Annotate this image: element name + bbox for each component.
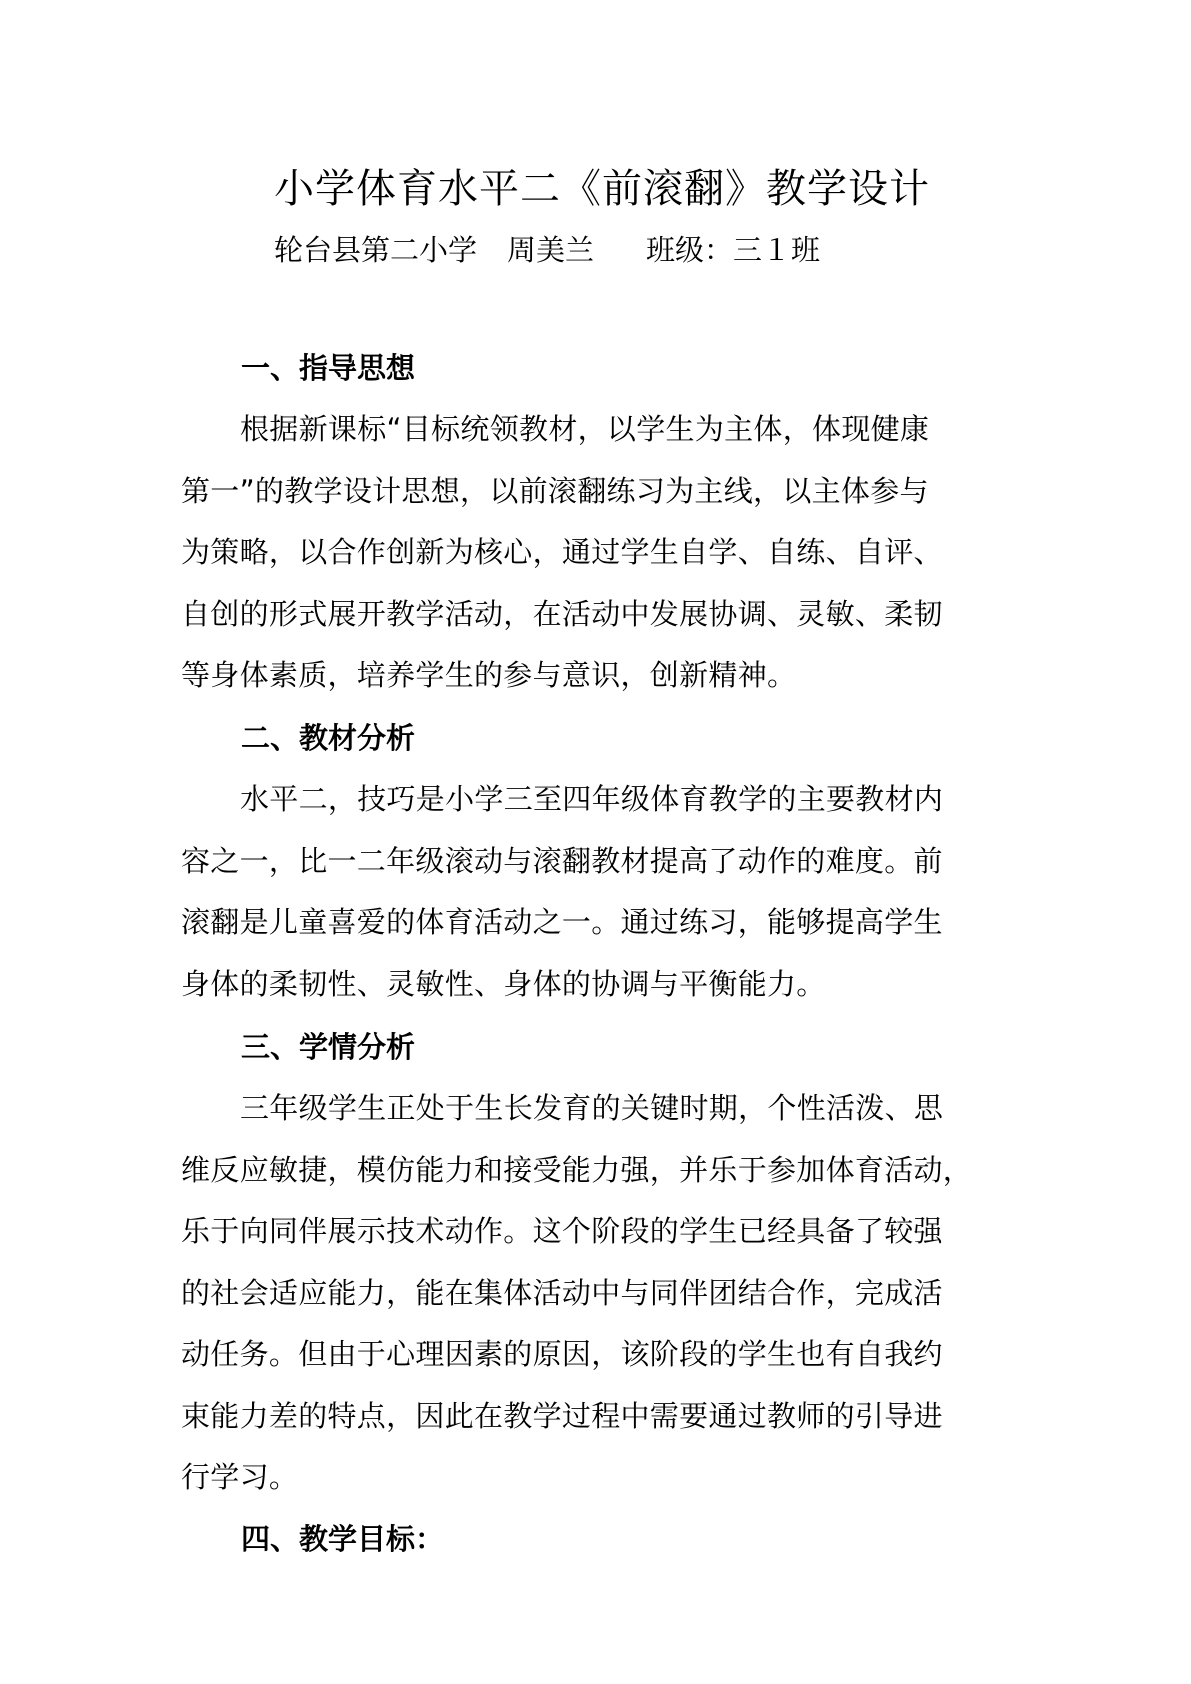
document-subtitle xyxy=(274,229,820,271)
paragraph-line: 身体的柔韧性、灵敏性、身体的协调与平衡能力。 xyxy=(181,966,826,1001)
section-body-material-analysis xyxy=(181,769,1021,1015)
teacher-name: 周美兰 xyxy=(507,233,595,267)
paragraph-line: 乐于向同伴展示技术动作。这个阶段的学生已经具备了较强 xyxy=(181,1214,943,1248)
paragraph-line: 水平二，技巧是小学三至四年级体育教学的主要教材内 xyxy=(240,782,944,816)
paragraph-line: 自创的形式展开教学活动，在活动中发展协调、灵敏、柔韧 xyxy=(181,596,943,631)
section-heading-material-analysis: 二、教材分析 xyxy=(241,721,416,755)
paragraph-line: 行学习。 xyxy=(181,1460,299,1494)
paragraph-line: 滚翻是儿童喜爱的体育活动之一。通过练习，能够提高学生 xyxy=(181,905,943,939)
section-heading-teaching-objectives: 四、教学目标： xyxy=(241,1522,445,1556)
paragraph-line: 第一”的教学设计思想，以前滚翻练习为主线，以主体参与 xyxy=(181,473,929,508)
paragraph-line: 动任务。但由于心理因素的原因，该阶段的学生也有自我约 xyxy=(181,1337,943,1371)
class-info: 班级：三１班 xyxy=(646,233,821,267)
paragraph-line: 束能力差的特点，因此在教学过程中需要通过教师的引导进 xyxy=(181,1398,943,1433)
paragraph-line: 三年级学生正处于生长发育的关键时期，个性活泼、思 xyxy=(240,1091,944,1125)
document-title: 小学体育水平二《前滚翻》教学设计 xyxy=(274,166,930,212)
paragraph-line: 容之一，比一二年级滚动与滚翻教材提高了动作的难度。前 xyxy=(181,843,943,878)
paragraph-line: 根据新课标“目标统领教材，以学生为主体，体现健康 xyxy=(240,412,930,446)
school-name: 轮台县第二小学 xyxy=(274,233,478,267)
paragraph-line: 为策略，以合作创新为核心，通过学生自学、自练、自评、 xyxy=(181,535,943,569)
section-heading-guiding-thought: 一、指导思想 xyxy=(241,351,416,385)
paragraph-line: 的社会适应能力，能在集体活动中与同伴团结合作，完成活 xyxy=(181,1275,943,1310)
section-body-student-analysis xyxy=(181,1078,1021,1509)
section-heading-student-analysis: 三、学情分析 xyxy=(241,1030,416,1064)
paragraph-line: 等身体素质，培养学生的参与意识，创新精神。 xyxy=(181,658,797,692)
section-body-guiding-thought xyxy=(181,399,1021,707)
paragraph-line: 维反应敏捷，模仿能力和接受能力强，并乐于参加体育活动， xyxy=(181,1152,973,1187)
